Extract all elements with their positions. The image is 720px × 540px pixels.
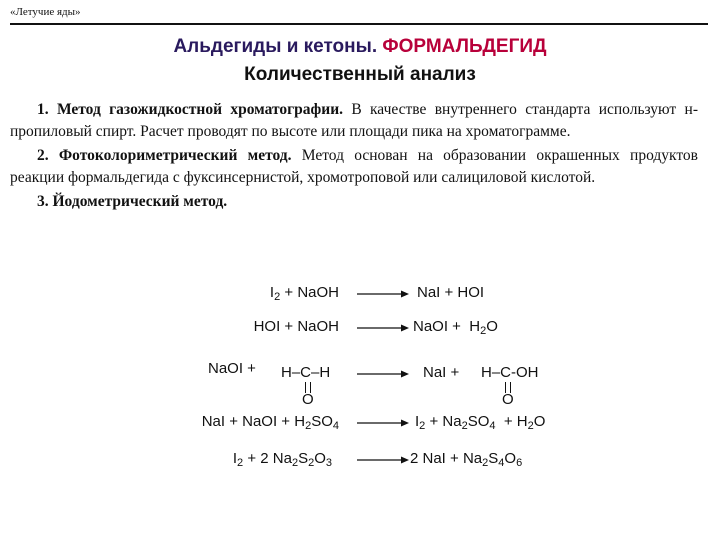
reaction-4-rhs: $I_2 + Na_2SO_4 + H_2O$ — [415, 413, 546, 432]
method-2 — [10, 145, 698, 188]
formaldehyde-oxygen: O — [302, 391, 314, 408]
header-tag: «Летучие яды» — [10, 6, 81, 18]
reaction-3-arrow — [357, 369, 409, 379]
reaction-4-arrow — [357, 418, 409, 428]
method-1-text: В качестве внутреннего стандарта используют н-пропиловый спирт. Расчет проводят по высоте или площади пика на хроматограмме. — [10, 101, 698, 140]
reaction-1-rhs: NaI + HOI — [417, 284, 485, 301]
reaction-1-arrow — [357, 289, 409, 299]
reaction-5-lhs: $I_2 + 2$ $Na_2S_2O_3$ — [232, 450, 332, 469]
method-1-label: 1. Метод газожидкостной хроматографии. — [37, 101, 344, 118]
reaction-2-arrow — [357, 323, 409, 333]
formic-acid-formula: H–C-OH — [481, 364, 539, 381]
reaction-2-lhs: HOI + NaOH — [253, 318, 339, 335]
method-3-label: 3. Йодометрический метод. — [37, 193, 228, 210]
reaction-scheme — [0, 280, 720, 480]
title-accent: ФОРМАЛЬДЕГИД — [382, 36, 547, 57]
methods-list — [10, 99, 698, 216]
formic-acid-oxygen: O — [502, 391, 514, 408]
reaction-1-lhs: $I_2$ + NaOH — [269, 284, 339, 303]
method-1 — [10, 99, 698, 142]
title-main: Альдегиды и кетоны. — [173, 36, 378, 57]
formaldehyde-formula: H–C–H — [281, 364, 331, 381]
reaction-4-lhs: NaI + NaOI + $H_2SO_4$ — [201, 413, 339, 432]
reaction-2-rhs: NaOI + $H_2O$ — [413, 318, 498, 337]
slide-title — [0, 36, 720, 58]
reaction-3-rhs-prefix: NaI + — [423, 364, 460, 381]
slide-subtitle: Количественный анализ — [244, 64, 476, 85]
method-2-label: 2. Фотоколориметрический метод. — [37, 147, 292, 164]
reaction-5-rhs: 2 NaI + $Na_2S_4O_6$ — [410, 450, 523, 469]
header-divider — [10, 23, 708, 25]
reaction-3-lhs-prefix: NaOI + — [208, 360, 256, 377]
reaction-5-arrow — [357, 455, 409, 465]
method-2-text: Метод основан на образовании окрашенных продуктов реакции формальдегида с фуксинсернистой, хромотроповой или салициловой кислотой. — [10, 147, 698, 186]
method-3 — [10, 191, 698, 213]
